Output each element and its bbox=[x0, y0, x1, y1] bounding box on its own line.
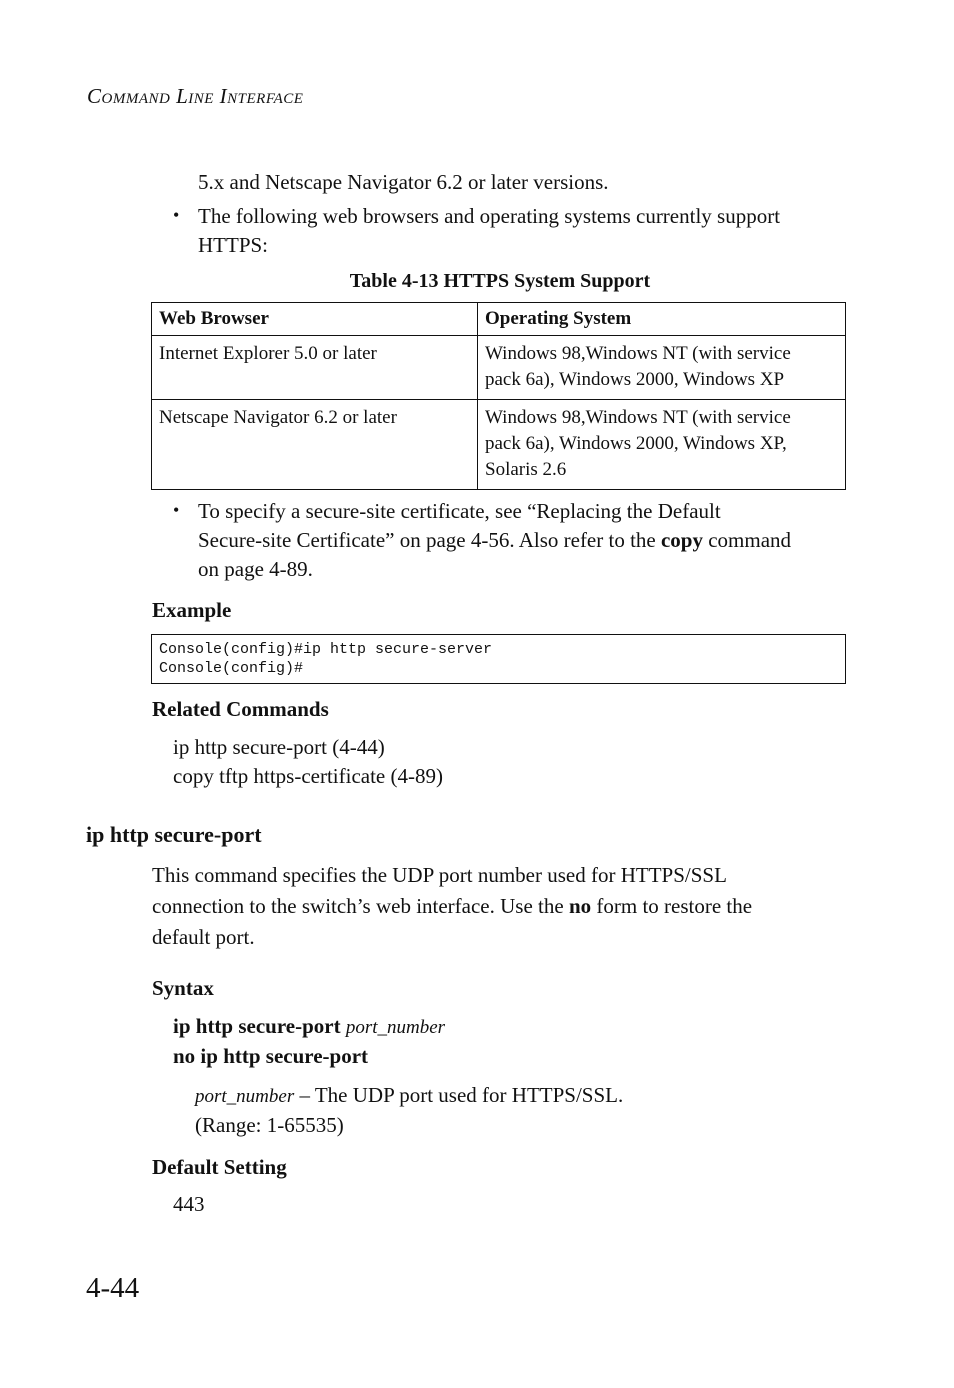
related-commands-list bbox=[173, 733, 443, 791]
command-title: ip http secure-port bbox=[86, 822, 262, 847]
code-line: Console(config)#ip http secure-server bbox=[159, 641, 493, 658]
page-number: 4-44 bbox=[86, 1272, 140, 1304]
related-commands-heading: Related Commands bbox=[152, 697, 329, 721]
description-line bbox=[152, 891, 752, 922]
parameter-line bbox=[195, 1081, 623, 1111]
os-line: Windows 98,Windows NT (with service bbox=[485, 407, 791, 428]
bullet-https-support bbox=[198, 202, 780, 260]
syntax-line: no ip http secure-port bbox=[173, 1044, 369, 1068]
bullet-line: To specify a secure-site certificate, see “Replacing the Default bbox=[198, 499, 721, 523]
text-run: command bbox=[702, 528, 792, 552]
os-line: pack 6a), Windows 2000, Windows XP bbox=[485, 369, 785, 390]
os-line: pack 6a), Windows 2000, Windows XP, bbox=[485, 433, 787, 454]
bullet-icon: • bbox=[173, 500, 180, 520]
bullet-certificate bbox=[198, 497, 791, 584]
table-cell-browser: Internet Explorer 5.0 or later bbox=[152, 336, 478, 400]
table-cell-browser: Netscape Navigator 6.2 or later bbox=[152, 400, 478, 490]
description-line: default port. bbox=[152, 925, 255, 949]
parameter-name: port_number bbox=[195, 1086, 295, 1107]
table-cell-os bbox=[478, 400, 846, 490]
table-row bbox=[152, 400, 846, 490]
text-run: Secure-site Certificate” on page 4-56. Also refer to the bbox=[198, 528, 661, 552]
default-setting-value: 443 bbox=[173, 1192, 205, 1216]
text-run: – The UDP port used for HTTPS/SSL. bbox=[294, 1083, 624, 1107]
default-setting-heading: Default Setting bbox=[152, 1155, 287, 1179]
parameter-description bbox=[195, 1081, 623, 1140]
os-line: Solaris 2.6 bbox=[485, 459, 567, 480]
code-line: Console(config)# bbox=[159, 660, 304, 677]
syntax-commands bbox=[173, 1012, 445, 1071]
syntax-line bbox=[173, 1012, 445, 1042]
related-command-item: ip http secure-port (4-44) bbox=[173, 735, 385, 759]
table-header-cell: Operating System bbox=[478, 303, 846, 336]
command-keyword: copy bbox=[660, 528, 703, 552]
table-caption: Table 4-13 HTTPS System Support bbox=[349, 270, 651, 292]
intro-continuation: 5.x and Netscape Navigator 6.2 or later versions. bbox=[198, 170, 609, 194]
related-command-item: copy tftp https-certificate (4-89) bbox=[173, 764, 443, 788]
example-code-block bbox=[151, 634, 846, 684]
table-header-cell: Web Browser bbox=[152, 303, 478, 336]
bullet-line: The following web browsers and operating systems currently support bbox=[198, 204, 781, 228]
text-run: connection to the switch’s web interface. Use the bbox=[152, 894, 569, 918]
example-heading: Example bbox=[152, 598, 232, 622]
syntax-parameter: port_number bbox=[345, 1017, 446, 1038]
text-run: form to restore the bbox=[591, 894, 753, 918]
command-description bbox=[152, 860, 752, 953]
syntax-command: ip http secure-port bbox=[173, 1014, 341, 1038]
description-line: This command specifies the UDP port number used for HTTPS/SSL bbox=[152, 863, 727, 887]
running-header: Command Line Interface bbox=[87, 84, 304, 108]
bullet-icon: • bbox=[173, 205, 180, 225]
table-row bbox=[152, 336, 846, 400]
syntax-heading: Syntax bbox=[152, 976, 214, 1000]
bullet-line: on page 4-89. bbox=[198, 557, 313, 581]
bullet-line: HTTPS: bbox=[198, 233, 269, 257]
table-cell-os bbox=[478, 336, 846, 400]
command-keyword: no bbox=[568, 894, 592, 918]
os-line: Windows 98,Windows NT (with service bbox=[485, 343, 791, 364]
parameter-line: (Range: 1-65535) bbox=[195, 1113, 344, 1137]
https-support-table bbox=[151, 302, 846, 490]
table-header-row bbox=[152, 303, 846, 336]
bullet-line bbox=[198, 526, 791, 555]
